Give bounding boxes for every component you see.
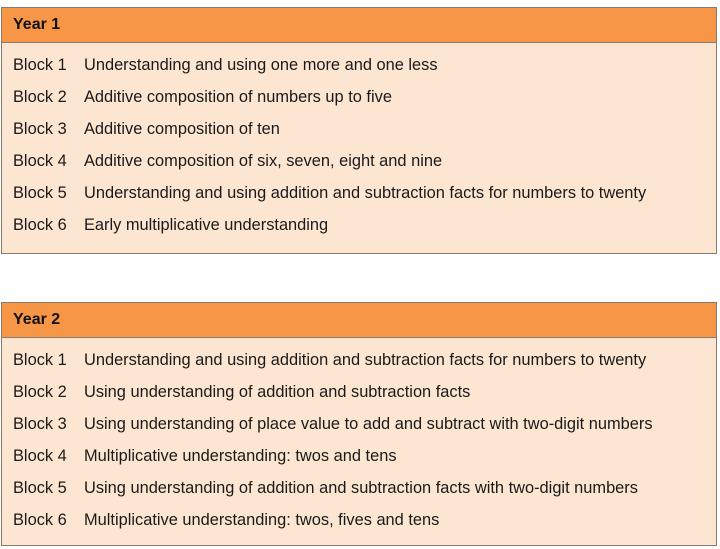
block-title: Using understanding of place value to add and subtract with two-digit numbers: [84, 414, 653, 433]
block-title: Using understanding of addition and subtraction facts: [84, 382, 471, 401]
block-title: Additive composition of six, seven, eight and nine: [84, 151, 443, 170]
year-1-panel: [1, 7, 717, 254]
list-item: [2, 440, 716, 472]
list-item: [2, 81, 716, 113]
block-number: Block 4: [13, 446, 67, 465]
block-number: Block 6: [13, 215, 67, 234]
block-title: Understanding and using addition and subtraction facts for numbers to twenty: [84, 183, 647, 202]
block-number: Block 4: [13, 151, 67, 170]
list-item: [2, 145, 716, 177]
year-1-header: Year 1: [2, 8, 716, 43]
block-number: Block 2: [13, 382, 67, 401]
block-number: Block 3: [13, 414, 67, 433]
block-number: Block 5: [13, 478, 67, 497]
block-title: Understanding and using one more and one less: [84, 55, 438, 74]
year-2-header: Year 2: [2, 303, 716, 338]
block-number: Block 5: [13, 183, 67, 202]
list-item: [2, 472, 716, 504]
list-item: [2, 49, 716, 81]
block-number: Block 3: [13, 119, 67, 138]
block-number: Block 1: [13, 55, 67, 74]
list-item: [2, 504, 716, 536]
block-number: Block 6: [13, 510, 67, 529]
block-number: Block 2: [13, 87, 67, 106]
block-title: Multiplicative understanding: twos and tens: [84, 446, 397, 465]
list-item: [2, 408, 716, 440]
block-number: Block 1: [13, 350, 67, 369]
list-item: [2, 376, 716, 408]
block-title: Early multiplicative understanding: [84, 215, 329, 234]
block-title: Additive composition of numbers up to five: [84, 87, 392, 106]
year-2-panel: [1, 302, 717, 546]
list-item: [2, 344, 716, 376]
block-title: Additive composition of ten: [84, 119, 280, 138]
block-title: Multiplicative understanding: twos, fives and tens: [84, 510, 440, 529]
block-title: Understanding and using addition and subtraction facts for numbers to twenty: [84, 350, 647, 369]
list-item: [2, 113, 716, 145]
list-item: [2, 177, 716, 209]
year-1-block-list: [2, 43, 716, 241]
year-2-block-list: [2, 338, 716, 536]
block-title: Using understanding of addition and subtraction facts with two-digit numbers: [84, 478, 638, 497]
list-item: [2, 209, 716, 241]
